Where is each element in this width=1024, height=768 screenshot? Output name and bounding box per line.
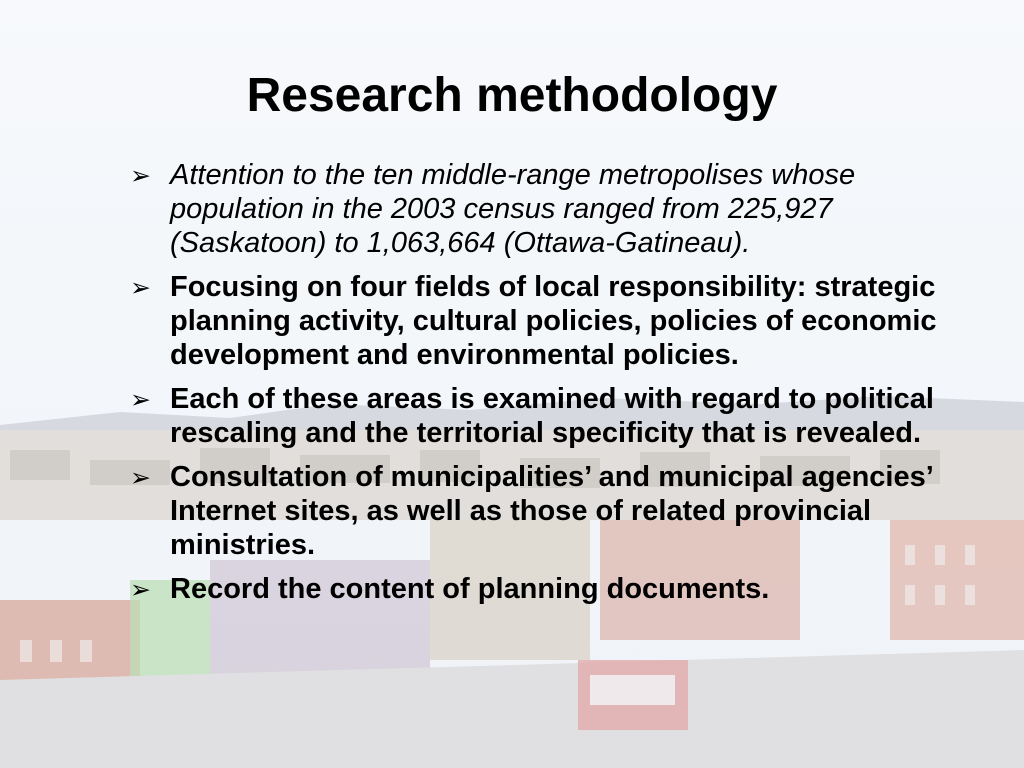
slide-title: Research methodology (246, 69, 778, 122)
bullet-list (130, 158, 940, 616)
bullet-text: Focusing on four fields of local responsibility: strategic planning activity, cultural policies, policies of economic development and environmental policies. (170, 271, 937, 371)
bullet-item (130, 572, 940, 606)
bullet-item (130, 158, 940, 260)
bullet-text: Consultation of municipalities’ and municipal agencies’ Internet sites, as well as those of related provincial ministries. (170, 461, 933, 561)
bullet-text: Record the content of planning documents. (170, 573, 770, 605)
arrow-bullet-icon: ➢ (130, 162, 151, 190)
bullet-item (130, 382, 940, 450)
arrow-bullet-icon: ➢ (130, 386, 151, 414)
bullet-item (130, 270, 940, 372)
bullet-text: Attention to the ten middle-range metropolises whose population in the 2003 census ranged from 225,927 (Saskatoon) to 1,063,664 (Ottawa-Gatineau). (170, 159, 856, 259)
bullet-item (130, 460, 940, 562)
bullet-text: Each of these areas is examined with regard to political rescaling and the territorial specificity that is revealed. (170, 383, 934, 449)
arrow-bullet-icon: ➢ (130, 274, 151, 302)
arrow-bullet-icon: ➢ (130, 576, 151, 604)
arrow-bullet-icon: ➢ (130, 464, 151, 492)
